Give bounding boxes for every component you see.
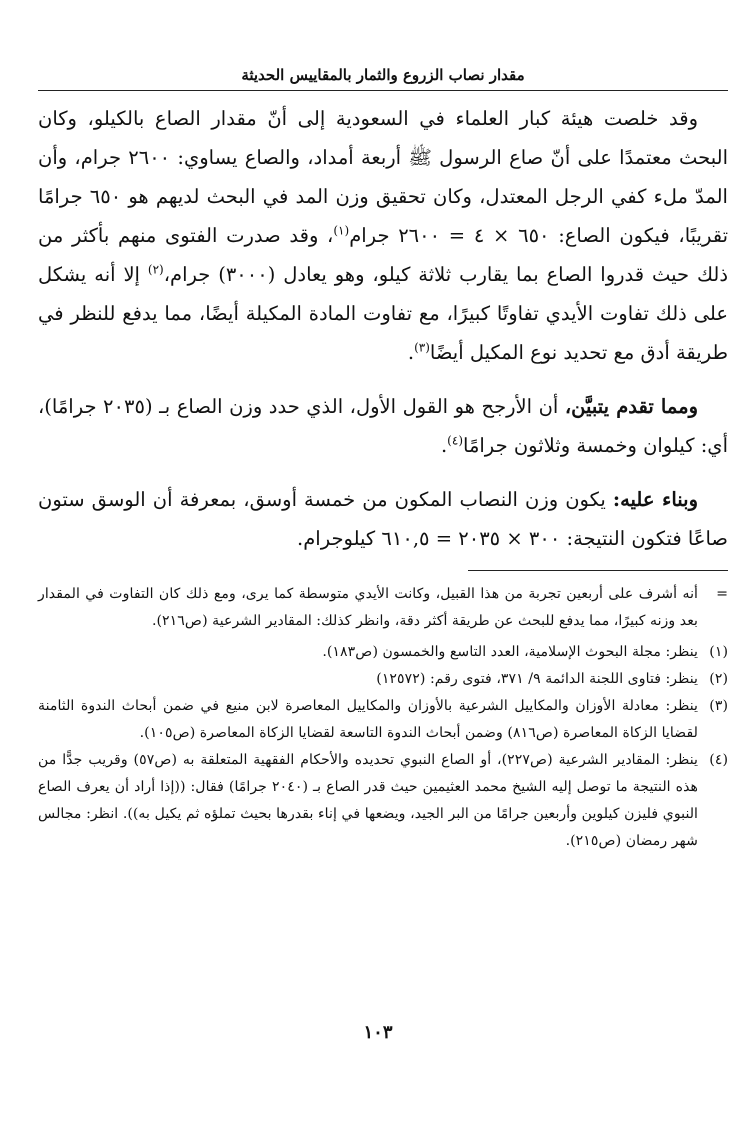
footnote-2: [38, 666, 728, 693]
footnote-2-text: ينظر: فتاوى اللجنة الدائمة ٩/ ٣٧١، فتوى رقم: (١٢٥٧٢): [376, 671, 698, 687]
footnote-3-mark: (٣): [709, 698, 728, 714]
paragraph-2-lead: ومما تقدم يتبيَّن،: [564, 395, 698, 418]
paragraph-3-lead: وبناء عليه:: [612, 488, 698, 511]
paragraph-2-text-a: أن الأرجح هو القول الأول، الذي حدد وزن الصاع بـ (٢٠٣٥ جرامًا)، أي: كيلوان وخمسة وثلاثون جرامًا: [38, 395, 728, 457]
page: [38, 66, 728, 855]
paragraph-1-text-c: إلا أنه يشكل على ذلك تفاوت الأيدي تفاوتًا كبيرًا، مع تفاوت المادة المكيلة أيضًا، مما يدفع للنظر في طريقة أدق مع تحديد نوع المكيل أيضًا: [38, 263, 728, 364]
footnote-continuation-mark: =: [716, 586, 728, 602]
footnote-1-mark: (١): [709, 644, 728, 660]
footnote-ref-1: (١): [333, 223, 350, 238]
paragraph-3: [38, 480, 728, 558]
paragraph-1-text-a: وقد خلصت هيئة كبار العلماء في السعودية إلى أنّ مقدار الصاع بالكيلو، وكان البحث معتمدًا على أنّ صاع الرسول ﷺ أربعة أمداد، والصاع يساوي: ٢٦٠٠ جرام، وأن المدّ ملء كفي الرجل المعتدل، وكان تحقيق وزن المد في البحث لديهم هو ٦٥٠ جرامًا تقريبًا، فيكون الصاع: ٦٥٠ × ٤ = ٢٦٠٠ جرام: [38, 107, 728, 247]
footnote-ref-2: (٢): [147, 262, 164, 277]
page-number: ١٠٣: [363, 1022, 393, 1043]
footnote-ref-3: (٣): [414, 340, 430, 355]
footnote-4: [38, 747, 728, 855]
paragraph-1-text-b: ، وقد صدرت الفتوى منهم بأكثر من ذلك حيث قدروا الصاع بما يقارب ثلاثة كيلو، وهو يعادل (٣٠٠٠) جرام،: [38, 224, 729, 286]
paragraph-1-text-d: .: [407, 341, 415, 364]
paragraph-2: [38, 387, 728, 465]
paragraph-3-text-a: يكون وزن النصاب المكون من خمسة أوسق، بمعرفة أن الوسق ستون صاعًا فتكون النتيجة: ٣٠٠ × ٢٠٣٥ = ٦١٠,٥ كيلوجرام.: [38, 488, 728, 550]
paragraph-1: [38, 99, 728, 372]
running-header: مقدار نصاب الزروع والثمار بالمقاييس الحديثة: [38, 66, 728, 91]
footnote-divider: [468, 570, 728, 571]
footnote-4-mark: (٤): [709, 752, 728, 768]
footnote-continuation: [38, 581, 728, 635]
footnote-3-text: ينظر: معادلة الأوزان والمكاييل الشرعية بالأوزان والمكاييل المعاصرة لابن منيع في ضمن أبحاث الندوة الثامنة لقضايا الزكاة المعاصرة (ص٨١٦) وضمن أبحاث الندوة التاسعة لقضايا الزكاة المعاصرة (ص١٠٥).: [38, 698, 698, 741]
footnote-continuation-text: أنه أشرف على أربعين تجربة من هذا القبيل، وكانت الأيدي متوسطة كما يرى، ومع ذلك كان التفاوت في المقدار بعد وزنه كبيرًا، مما يدفع للبحث عن طريقة أكثر دقة، وانظر كذلك: المقادير الشرعية (ص٢١٦).: [38, 586, 698, 629]
footnote-4-text: ينظر: المقادير الشرعية (ص٢٢٧)، أو الصاع النبوي تحديده والأحكام الفقهية المتعلقة به (ص٥٧) وقريب جدًّا من هذه النتيجة ما توصل إليه الشيخ محمد العثيمين حيث قدر الصاع بـ (٢٠٤٠ جرامًا) فقال: ((إذا أراد أن يعرف الصاع النبوي فليزن كيلوين وأربعين جرامًا من البر الجيد، ويضعها في إناء بقدرها بحيث تملؤه ثم يكيل به)). انظر: مجالس شهر رمضان (ص٢١٥).: [38, 752, 699, 849]
footnote-2-mark: (٢): [709, 671, 728, 687]
footnote-1-text: ينظر: مجلة البحوث الإسلامية، العدد التاسع والخمسون (ص١٨٣).: [322, 644, 698, 660]
paragraph-2-text-b: .: [440, 434, 448, 457]
footnote-1: [38, 639, 728, 666]
footnote-ref-4: (٤): [447, 433, 463, 448]
footnote-3: [38, 693, 728, 747]
